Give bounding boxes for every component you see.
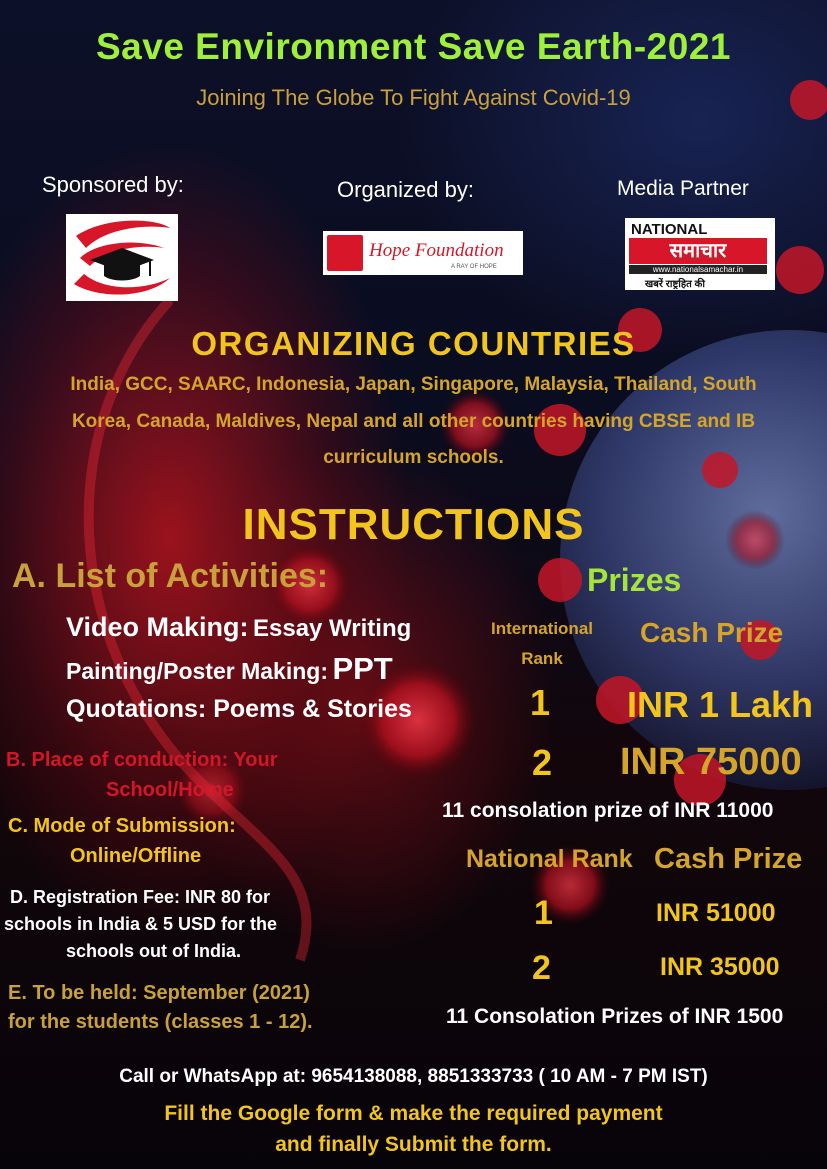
- national-prize-1: INR 51000: [656, 899, 776, 927]
- national-logo-tagline: खबरें राष्ट्रहित की: [645, 279, 705, 290]
- intl-cash-prize-label: Cash Prize: [640, 617, 784, 648]
- media-partner-label: Media Partner: [617, 177, 749, 200]
- national-rank-1: 1: [534, 894, 553, 932]
- national-cash-prize-label: Cash Prize: [654, 843, 803, 875]
- national-logo-line2: समाचार: [629, 238, 767, 264]
- activity-video-making: Video Making:: [66, 612, 249, 642]
- national-rank-label: National Rank: [466, 845, 633, 873]
- place-line1: B. Place of conduction: Your: [6, 749, 278, 771]
- activity-painting: Painting/Poster Making:: [66, 658, 328, 684]
- instructions-heading: INSTRUCTIONS: [242, 500, 585, 549]
- contact-line: Call or WhatsApp at: 9654138088, 8851333733 ( 10 AM - 7 PM IST): [119, 1066, 708, 1087]
- national-samachar-logo: [625, 218, 775, 290]
- countries-heading: ORGANIZING COUNTRIES: [191, 325, 636, 362]
- held-line2: for the students (classes 1 - 12).: [8, 1011, 313, 1033]
- cta-line2: and finally Submit the form.: [275, 1133, 552, 1156]
- intl-rank-line2: Rank: [521, 649, 563, 668]
- mode-line1: C. Mode of Submission:: [8, 815, 236, 837]
- held-line1: E. To be held: September (2021): [8, 982, 310, 1004]
- activity-ppt: PPT: [332, 651, 393, 686]
- intl-rank-line1: International: [490, 619, 593, 638]
- mode-line2: Online/Offline: [70, 845, 202, 867]
- fee-line3: schools out of India.: [66, 941, 241, 961]
- intl-rank-label: [482, 614, 602, 674]
- prizes-heading: Prizes: [587, 562, 682, 598]
- poster-title: Save Environment Save Earth-2021: [95, 26, 731, 67]
- place-line2: School/Home: [106, 779, 234, 801]
- fee-line1: D. Registration Fee: INR 80 for: [10, 887, 271, 907]
- national-prize-2: INR 35000: [660, 953, 780, 981]
- national-logo-url: www.nationalsamachar.in: [629, 265, 767, 274]
- intl-prize-1: INR 1 Lakh: [627, 684, 814, 725]
- intl-consolation: 11 consolation prize of INR 11000: [442, 799, 774, 822]
- intl-rank-1: 1: [530, 682, 551, 723]
- intl-rank-2: 2: [532, 742, 553, 783]
- sponsor-logo: [66, 214, 178, 301]
- sponsored-label: Sponsored by:: [42, 172, 184, 197]
- countries-line3: curriculum schools.: [323, 447, 504, 468]
- activity-essay-writing: Essay Writing: [252, 615, 412, 642]
- activity-line-3: Quotations: Poems & Stories: [66, 695, 412, 723]
- intl-prize-2: INR 75000: [620, 741, 802, 783]
- fee-line2: schools in India & 5 USD for the: [4, 914, 278, 934]
- activities-heading: A. List of Activities:: [12, 557, 329, 595]
- activity-line-2: [66, 651, 393, 687]
- hope-foundation-logo: [323, 231, 523, 275]
- organized-label: Organized by:: [337, 177, 474, 202]
- countries-line1: India, GCC, SAARC, Indonesia, Japan, Singapore, Malaysia, Thailand, South: [70, 374, 757, 395]
- hope-logo-tagline: A RAY OF HOPE: [451, 264, 497, 270]
- activity-line-1: [66, 612, 411, 643]
- hope-logo-text: Hope Foundation: [369, 240, 504, 261]
- countries-line2: Korea, Canada, Maldives, Nepal and all other countries having CBSE and IB: [71, 411, 756, 432]
- national-rank-2: 2: [532, 949, 551, 987]
- poster-subtitle: Joining The Globe To Fight Against Covid-19: [196, 85, 631, 110]
- hope-emblem-icon: [327, 235, 363, 271]
- national-logo-line1: NATIONAL: [631, 221, 708, 238]
- national-consolation: 11 Consolation Prizes of INR 1500: [446, 1005, 784, 1028]
- graduation-cap-logo-icon: [66, 214, 178, 301]
- cta-line1: Fill the Google form & make the required payment: [164, 1102, 663, 1125]
